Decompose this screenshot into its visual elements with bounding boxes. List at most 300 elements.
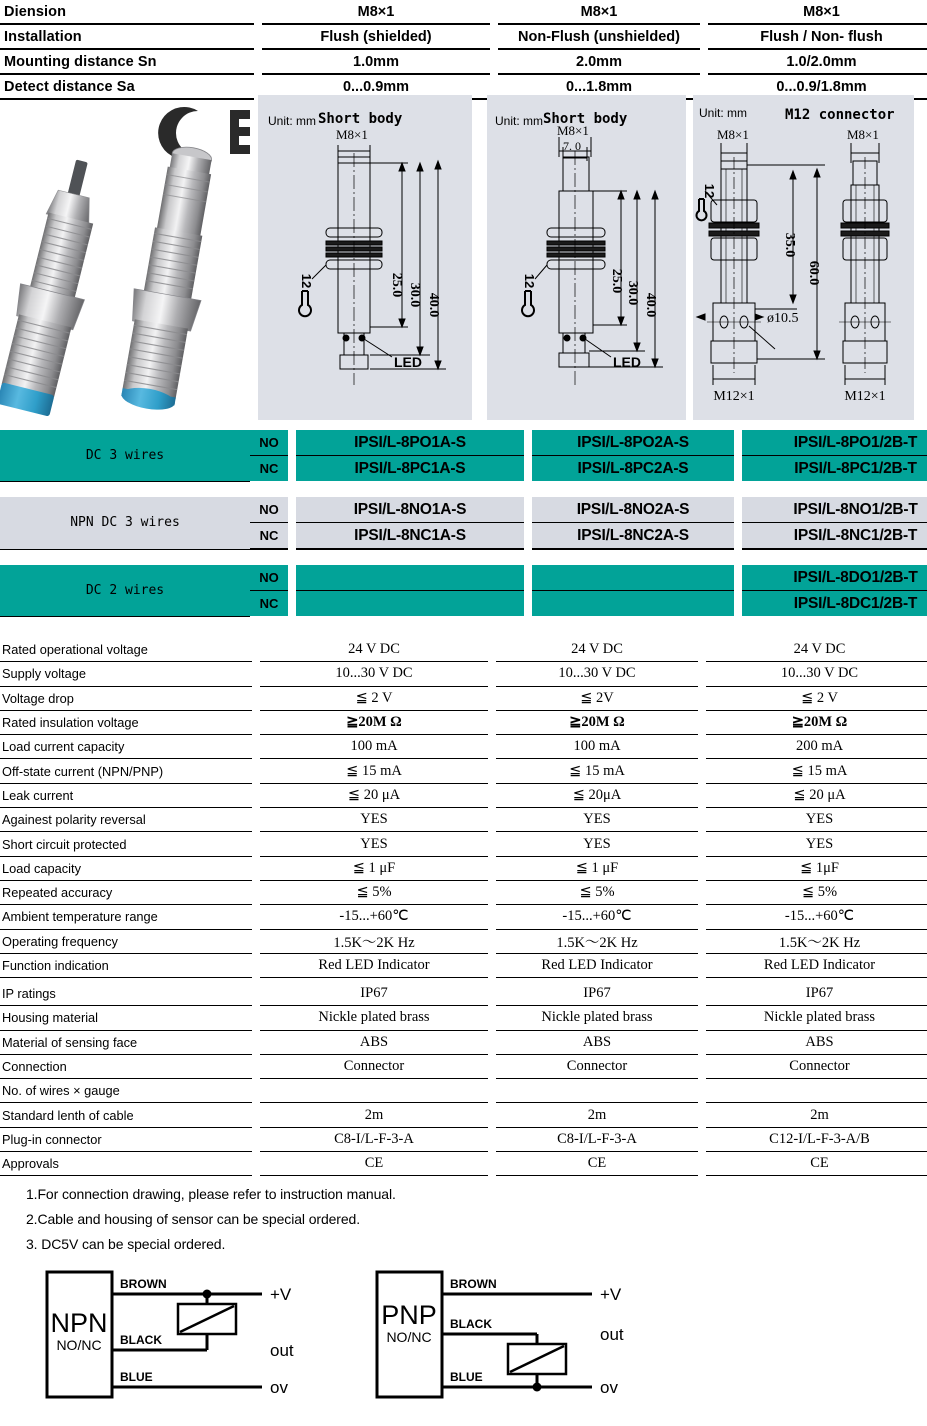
contact-label-nc: NC <box>250 523 288 550</box>
spec-value-col1: CE <box>260 1152 488 1176</box>
drawing-dim-25: 25.0 <box>389 272 404 298</box>
footnote-2: 2.Cable and housing of sensor can be special ordered. <box>26 1211 361 1227</box>
col-gap <box>288 565 296 591</box>
spec-value-col3: Connector <box>706 1054 927 1078</box>
wrench-icon <box>697 199 707 220</box>
col-gap <box>734 430 742 456</box>
part-number-col3-no: IPSI/L-8NO1/2B-T <box>742 497 927 523</box>
drawing-wrench-size: 12 <box>702 183 717 199</box>
band-label: DC 3 wires <box>0 430 250 481</box>
header-cell-col2: M8×1 <box>498 0 700 24</box>
table-row <box>0 808 927 832</box>
drawing-thread-label-right: M8×1 <box>847 127 879 142</box>
col-gap <box>252 808 260 832</box>
spec-row-label: Standard lenth of cable <box>0 1103 252 1127</box>
col-gap <box>252 1006 260 1030</box>
spec-row-label: Ambient temperature range <box>0 905 252 929</box>
col-gap <box>288 591 296 617</box>
table-row <box>0 1103 927 1127</box>
col-gap <box>252 638 260 662</box>
col-gap <box>524 497 532 523</box>
spec-value-col1: ≦ 20 μA <box>260 783 488 807</box>
drawing-dim-60: 60.0 <box>806 260 821 286</box>
table-row <box>0 953 927 977</box>
drawing-dim-40: 40.0 <box>426 292 441 318</box>
header-cell-col1: 0...0.9mm <box>262 74 490 99</box>
part-number-col1-no: IPSI/L-8PO1A-S <box>296 430 524 456</box>
drawing-short-body-flush <box>258 95 472 420</box>
spec-row-label: No. of wires × gauge <box>0 1079 252 1103</box>
header-cell-col3: Flush / Non- flush <box>708 24 927 49</box>
col-gap <box>700 49 708 74</box>
col-gap <box>252 710 260 734</box>
col-gap <box>698 929 706 953</box>
spec-value-col2 <box>496 1079 698 1103</box>
part-number-band-pnp <box>0 430 927 480</box>
col-gap <box>698 735 706 759</box>
drawing-title: Short body <box>318 111 403 127</box>
col-gap <box>734 591 742 617</box>
col-gap <box>698 638 706 662</box>
header-cell-col3: 0...0.9/1.8mm <box>708 74 927 99</box>
col-gap <box>488 710 496 734</box>
col-gap <box>488 783 496 807</box>
spec-row-label: Material of sensing face <box>0 1030 252 1054</box>
spec-value-col1: 2m <box>260 1103 488 1127</box>
terminal-label-out-npn: out <box>270 1341 294 1360</box>
drawing-dim-30: 30.0 <box>407 282 422 308</box>
spec-value-col1: Nickle plated brass <box>260 1006 488 1030</box>
col-gap <box>252 982 260 1006</box>
spec-value-col3: ABS <box>706 1030 927 1054</box>
header-row-label: Detect distance Sa <box>0 74 254 99</box>
spec-value-col2: C8-I/L-F-3-A <box>496 1127 698 1151</box>
table-row <box>0 710 927 734</box>
table-row <box>0 662 927 686</box>
spec-value-col3: Nickle plated brass <box>706 1006 927 1030</box>
col-gap <box>254 0 262 24</box>
col-gap <box>252 1152 260 1176</box>
spec-value-col2: ≦ 5% <box>496 880 698 904</box>
spec-row-label: Connection <box>0 1054 252 1078</box>
col-gap <box>524 456 532 482</box>
spec-value-col3: ≦ 2 V <box>706 686 927 710</box>
spec-value-col1: 24 V DC <box>260 638 488 662</box>
col-gap <box>490 24 498 49</box>
drawing-connector-thread-right: M12×1 <box>844 389 886 404</box>
col-gap <box>698 880 706 904</box>
col-gap <box>524 591 532 617</box>
col-gap <box>698 686 706 710</box>
col-gap <box>698 1127 706 1151</box>
col-gap <box>288 456 296 482</box>
col-gap <box>700 0 708 24</box>
col-gap <box>698 1006 706 1030</box>
drawing-title: Short body <box>543 111 628 127</box>
table-row <box>0 929 927 953</box>
spec-value-col3: YES <box>706 832 927 856</box>
footnotes <box>0 1182 560 1257</box>
spec-value-col1: -15...+60℃ <box>260 905 488 929</box>
col-gap <box>524 523 532 550</box>
part-number-col3-no: IPSI/L-8PO1/2B-T <box>742 430 927 456</box>
table-row <box>0 638 927 662</box>
table-row <box>0 1006 927 1030</box>
spec-row-label: Load capacity <box>0 856 252 880</box>
spec-value-col3: ≧20M Ω <box>706 710 927 734</box>
part-number-col3-nc: IPSI/L-8DC1/2B-T <box>742 591 927 617</box>
footnote-1: 1.For connection drawing, please refer to instruction manual. <box>26 1186 396 1202</box>
spec-row-label: Approvals <box>0 1152 252 1176</box>
drawing-title: M12 connector <box>785 107 895 123</box>
electrical-spec-table <box>0 638 927 978</box>
table-row <box>0 565 927 591</box>
col-gap <box>252 880 260 904</box>
terminal-label-out-pnp: out <box>600 1325 624 1344</box>
header-row-label: Mounting distance Sn <box>0 49 254 74</box>
terminal-label-vplus-npn: +V <box>270 1285 292 1304</box>
drawing-thread-label: M8×1 <box>557 123 589 138</box>
col-gap <box>252 662 260 686</box>
part-number-col2-no: IPSI/L-8PO2A-S <box>532 430 734 456</box>
table-row <box>0 880 927 904</box>
col-gap <box>698 783 706 807</box>
spec-value-col3: 2m <box>706 1103 927 1127</box>
col-gap <box>524 430 532 456</box>
col-gap <box>252 1127 260 1151</box>
col-gap <box>698 710 706 734</box>
spec-value-col1: Red LED Indicator <box>260 953 488 977</box>
col-gap <box>252 735 260 759</box>
spec-value-col2: ≦ 2V <box>496 686 698 710</box>
mechanical-spec-table <box>0 982 927 1176</box>
spec-value-col2: ABS <box>496 1030 698 1054</box>
terminal-label-ov-pnp: ov <box>600 1378 618 1397</box>
col-gap <box>698 808 706 832</box>
header-row-label: Installation <box>0 24 254 49</box>
table-row <box>0 1054 927 1078</box>
spec-value-col3: 10...30 V DC <box>706 662 927 686</box>
contact-label-nc: NC <box>250 591 288 617</box>
wrench-icon <box>522 291 534 316</box>
header-cell-col3: 1.0/2.0mm <box>708 49 927 74</box>
table-row <box>0 783 927 807</box>
col-gap <box>252 1030 260 1054</box>
wiring-diagram-pnp <box>377 1272 624 1397</box>
col-gap <box>698 1030 706 1054</box>
drawing-m12-connector <box>693 95 914 420</box>
wiring-type-pnp: PNP <box>381 1300 437 1330</box>
drawing-led-label: LED <box>394 354 422 370</box>
col-gap <box>488 1079 496 1103</box>
spec-row-label: Voltage drop <box>0 686 252 710</box>
col-gap <box>488 1103 496 1127</box>
header-cell-col2: 0...1.8mm <box>498 74 700 99</box>
col-gap <box>698 832 706 856</box>
terminal-label-vplus-pnp: +V <box>600 1285 622 1304</box>
terminal-label-ov-npn: ov <box>270 1378 288 1397</box>
table-row <box>0 1152 927 1176</box>
col-gap <box>252 953 260 977</box>
spec-value-col3: ≦ 5% <box>706 880 927 904</box>
col-gap <box>288 497 296 523</box>
col-gap <box>488 1152 496 1176</box>
col-gap <box>698 1103 706 1127</box>
wire-label-black-npn: BLACK <box>120 1333 162 1347</box>
part-number-col2-nc <box>532 591 734 617</box>
col-gap <box>252 1079 260 1103</box>
wire-label-blue-pnp: BLUE <box>450 1370 483 1384</box>
col-gap <box>488 1054 496 1078</box>
spec-value-col2: ≧20M Ω <box>496 710 698 734</box>
col-gap <box>488 832 496 856</box>
band-label: NPN DC 3 wires <box>0 497 250 549</box>
drawing-led-label: LED <box>613 354 641 370</box>
spec-value-col2: ≦ 1 μF <box>496 856 698 880</box>
contact-label-no: NO <box>250 430 288 456</box>
spec-value-col1: ≧20M Ω <box>260 710 488 734</box>
spec-value-col2: Nickle plated brass <box>496 1006 698 1030</box>
col-gap <box>488 638 496 662</box>
part-number-band-npn <box>0 497 927 547</box>
spec-value-col3: ≦ 1μF <box>706 856 927 880</box>
col-gap <box>488 929 496 953</box>
drawing-unit-label: Unit: mm <box>495 114 543 128</box>
spec-row-label: Againest polarity reversal <box>0 808 252 832</box>
spec-value-col1: YES <box>260 832 488 856</box>
table-row <box>0 49 927 74</box>
spec-row-label: Repeated accuracy <box>0 880 252 904</box>
col-gap <box>698 1054 706 1078</box>
spec-value-col1: 1.5K～2K Hz <box>260 929 488 953</box>
col-gap <box>734 497 742 523</box>
part-number-col2-nc: IPSI/L-8NC2A-S <box>532 523 734 550</box>
spec-value-col3: 200 mA <box>706 735 927 759</box>
col-gap <box>252 1103 260 1127</box>
contact-label-no: NO <box>250 497 288 523</box>
header-cell-col2: 2.0mm <box>498 49 700 74</box>
table-row <box>0 905 927 929</box>
drawing-short-body-nonflush <box>487 95 686 420</box>
col-gap <box>698 953 706 977</box>
col-gap <box>698 1079 706 1103</box>
spec-value-col2: 24 V DC <box>496 638 698 662</box>
drawing-thread-label: M8×1 <box>336 127 368 142</box>
col-gap <box>524 565 532 591</box>
table-row <box>0 430 927 456</box>
spec-value-col1: 10...30 V DC <box>260 662 488 686</box>
wire-label-blue-npn: BLUE <box>120 1370 153 1384</box>
drawing-unit-label: Unit: mm <box>699 106 747 120</box>
part-number-col3-nc: IPSI/L-8PC1/2B-T <box>742 456 927 482</box>
spec-value-col3: 1.5K～2K Hz <box>706 929 927 953</box>
wiring-type-npn: NPN <box>50 1308 108 1338</box>
wire-label-black-pnp: BLACK <box>450 1317 492 1331</box>
col-gap <box>488 1030 496 1054</box>
spec-row-label: Operating frequency <box>0 929 252 953</box>
col-gap <box>288 430 296 456</box>
dimension-header-table <box>0 0 927 100</box>
col-gap <box>698 856 706 880</box>
spec-row-label: Rated operational voltage <box>0 638 252 662</box>
spec-value-col3: -15...+60℃ <box>706 905 927 929</box>
spec-row-label: Off-state current (NPN/PNP) <box>0 759 252 783</box>
part-number-col2-no <box>532 565 734 591</box>
col-gap <box>488 905 496 929</box>
col-gap <box>488 808 496 832</box>
part-number-col2-nc: IPSI/L-8PC2A-S <box>532 456 734 482</box>
drawing-face-dim: 7. 0 <box>563 139 581 153</box>
spec-value-col3: CE <box>706 1152 927 1176</box>
spec-value-col2: ≦ 20μA <box>496 783 698 807</box>
spec-value-col3 <box>706 1079 927 1103</box>
col-gap <box>698 982 706 1006</box>
spec-value-col1 <box>260 1079 488 1103</box>
col-gap <box>488 1006 496 1030</box>
spec-value-col3: YES <box>706 808 927 832</box>
table-row <box>0 24 927 49</box>
table-row <box>0 832 927 856</box>
wiring-diagram-npn <box>47 1272 294 1397</box>
part-number-col1-nc: IPSI/L-8NC1A-S <box>296 523 524 550</box>
header-cell-col1: 1.0mm <box>262 49 490 74</box>
header-row-label: Diension <box>0 0 254 24</box>
spec-value-col2: YES <box>496 808 698 832</box>
col-gap <box>488 880 496 904</box>
spec-value-col2: Connector <box>496 1054 698 1078</box>
spec-value-col2: 100 mA <box>496 735 698 759</box>
drawing-dim-25: 25.0 <box>609 268 624 294</box>
spec-value-col1: ≦ 5% <box>260 880 488 904</box>
col-gap <box>490 0 498 24</box>
spec-value-col1: ≦ 2 V <box>260 686 488 710</box>
spec-value-col3: C12-I/L-F-3-A/B <box>706 1127 927 1151</box>
header-cell-col1: Flush (shielded) <box>262 24 490 49</box>
col-gap <box>734 523 742 550</box>
drawing-unit-label: Unit: mm <box>268 114 316 128</box>
col-gap <box>252 783 260 807</box>
col-gap <box>252 856 260 880</box>
spec-value-col1: ABS <box>260 1030 488 1054</box>
part-number-col2-no: IPSI/L-8NO2A-S <box>532 497 734 523</box>
col-gap <box>488 759 496 783</box>
wire-label-brown-pnp: BROWN <box>450 1277 497 1291</box>
spec-row-label: Housing material <box>0 1006 252 1030</box>
table-row <box>0 686 927 710</box>
col-gap <box>252 1054 260 1078</box>
part-number-col1-nc <box>296 591 524 617</box>
col-gap <box>252 905 260 929</box>
spec-row-label: Short circuit protected <box>0 832 252 856</box>
drawing-dim-30: 30.0 <box>625 280 640 306</box>
col-gap <box>734 456 742 482</box>
spec-row-label: Function indication <box>0 953 252 977</box>
drawing-dim-40: 40.0 <box>643 292 658 318</box>
spec-value-col1: IP67 <box>260 982 488 1006</box>
drawing-wrench-size: 12 <box>522 273 537 289</box>
spec-row-label: Rated insulation voltage <box>0 710 252 734</box>
part-number-col3-nc: IPSI/L-8NC1/2B-T <box>742 523 927 550</box>
dimension-drawings <box>0 95 927 420</box>
col-gap <box>254 49 262 74</box>
table-row <box>0 1079 927 1103</box>
drawing-thread-label: M8×1 <box>717 127 749 142</box>
col-gap <box>488 662 496 686</box>
spec-value-col2: YES <box>496 832 698 856</box>
col-gap <box>252 832 260 856</box>
spec-value-col1: C8-I/L-F-3-A <box>260 1127 488 1151</box>
part-number-band-dc2wire <box>0 565 927 615</box>
col-gap <box>700 24 708 49</box>
contact-label-nc: NC <box>250 456 288 482</box>
col-gap <box>698 1152 706 1176</box>
col-gap <box>698 905 706 929</box>
wire-label-brown-npn: BROWN <box>120 1277 167 1291</box>
spec-value-col1: 100 mA <box>260 735 488 759</box>
spec-value-col3: 24 V DC <box>706 638 927 662</box>
spec-value-col1: Connector <box>260 1054 488 1078</box>
header-cell-col1: M8×1 <box>262 0 490 24</box>
part-number-col3-no: IPSI/L-8DO1/2B-T <box>742 565 927 591</box>
table-row <box>0 0 927 24</box>
table-row <box>0 497 927 523</box>
spec-row-label: IP ratings <box>0 982 252 1006</box>
spec-value-col2: 2m <box>496 1103 698 1127</box>
wiring-subtitle-pnp: NO/NC <box>386 1329 432 1345</box>
drawing-connector-thread: M12×1 <box>713 389 755 404</box>
wiring-diagrams <box>0 1262 927 1421</box>
part-number-col1-no <box>296 565 524 591</box>
col-gap <box>488 953 496 977</box>
spec-row-label: Supply voltage <box>0 662 252 686</box>
col-gap <box>488 735 496 759</box>
spec-value-col2: Red LED Indicator <box>496 953 698 977</box>
col-gap <box>252 759 260 783</box>
col-gap <box>490 49 498 74</box>
table-row <box>0 982 927 1006</box>
spec-value-col2: IP67 <box>496 982 698 1006</box>
spec-value-col3: ≦ 20 μA <box>706 783 927 807</box>
table-row <box>0 1030 927 1054</box>
table-row <box>0 735 927 759</box>
part-number-col1-nc: IPSI/L-8PC1A-S <box>296 456 524 482</box>
footnote-3: 3. DC5V can be special ordered. <box>26 1236 226 1252</box>
spec-row-label: Leak current <box>0 783 252 807</box>
table-row <box>0 759 927 783</box>
table-row <box>0 1127 927 1151</box>
spec-value-col2: CE <box>496 1152 698 1176</box>
spec-value-col1: ≦ 1 μF <box>260 856 488 880</box>
col-gap <box>734 565 742 591</box>
col-gap <box>488 982 496 1006</box>
drawing-dim-35: 35.0 <box>782 232 797 258</box>
drawing-diameter-label: ø10.5 <box>767 311 799 326</box>
col-gap <box>488 856 496 880</box>
spec-value-col2: ≦ 15 mA <box>496 759 698 783</box>
col-gap <box>488 1127 496 1151</box>
spec-value-col2: 10...30 V DC <box>496 662 698 686</box>
spec-row-label: Plug-in connector <box>0 1127 252 1151</box>
header-cell-col3: M8×1 <box>708 0 927 24</box>
col-gap <box>254 24 262 49</box>
spec-value-col2: 1.5K～2K Hz <box>496 929 698 953</box>
col-gap <box>488 686 496 710</box>
spec-value-col1: YES <box>260 808 488 832</box>
spec-value-col3: Red LED Indicator <box>706 953 927 977</box>
col-gap <box>252 686 260 710</box>
contact-label-no: NO <box>250 565 288 591</box>
drawing-wrench-size: 12 <box>299 273 314 289</box>
